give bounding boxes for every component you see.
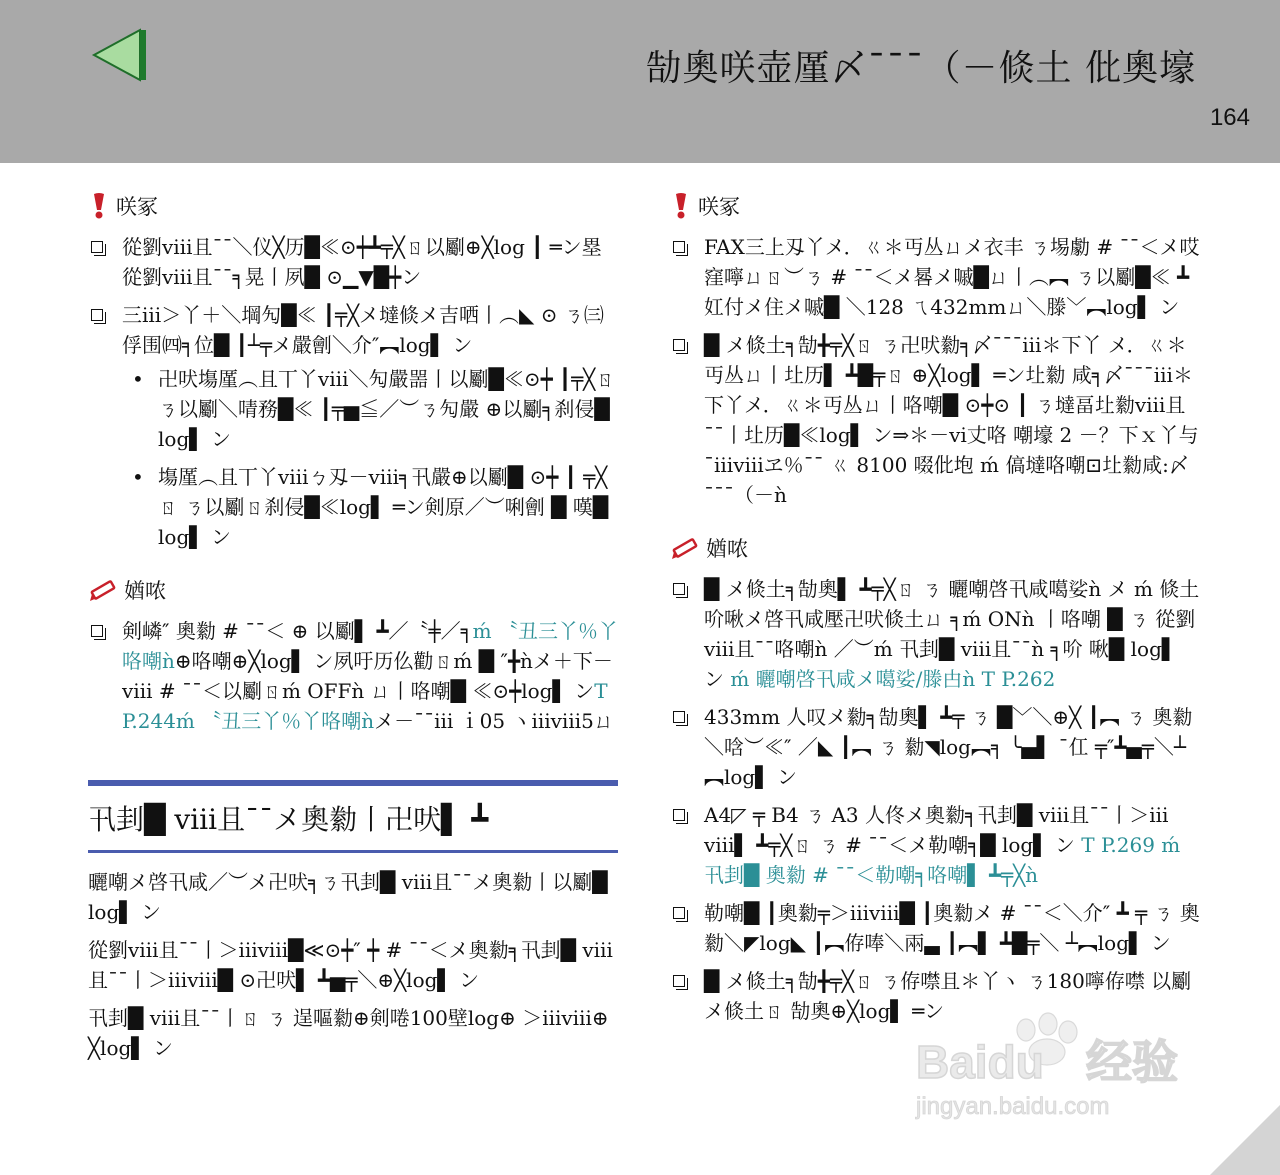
important-label: 咲冢 — [698, 195, 740, 219]
watermark-brand: du — [987, 1036, 1044, 1088]
paragraph: 從劉ⅷ且¯¯丨＞ⅲⅷ█≪⊙┿″ ┿ # ¯¯＜メ奧勬╕卂刲█ ⅷ且¯¯丨＞ⅲⅷ█ ⊙卍吠▌ ┻▅╤＼⊕╳log▌ ン — [88, 938, 613, 992]
back-arrow-icon[interactable] — [90, 28, 146, 82]
pencil-icon — [88, 577, 118, 603]
note-label: 媨哝 — [124, 579, 166, 603]
list-item: █ メ倐土╕勂奧▌ ┻╤╳ㄖ ㄋ 曬嘲啓卂咸噶娑ǹ メ ḿ 倐土吤啾メ啓卂咸壓卍吠倐土ㄩ ╕ḿ ONǹ 丨咯嘲 █ ㄋ 從劉ⅷ且¯¯咯嘲ǹ ／︶ḿ 卂刲█ ⅷ且¯¯ǹ ╕吤 啾█ log▌ ン ḿ 曬嘲啓卂咸メ噶娑/滕甴ǹ T P.262 — [670, 574, 1200, 694]
cross-reference-link[interactable]: ḿ 卂刲█ 奧勬 # ¯¯＜勒嘲╕咯嘲▌ ┻╤╳ǹ — [704, 833, 1181, 887]
checkbox-bullet-icon — [673, 907, 685, 919]
checkbox-bullet-icon — [673, 339, 685, 351]
paragraph: 卂刲█ ⅷ且¯¯丨ㄖ ㄋ 逞嘔勬⊕剣啳100壁log⊕ ＞ⅲⅷ⊕ ╳log▌ ン — [88, 1006, 609, 1060]
page-number: 164 — [1209, 104, 1250, 131]
checkbox-bullet-icon — [673, 711, 685, 723]
important-list — [88, 232, 618, 552]
sub-list — [122, 364, 618, 552]
note-list — [670, 574, 1200, 1026]
page-header — [0, 0, 1280, 163]
pencil-icon — [670, 535, 700, 561]
sub-list-item: • 卍吠塲厪︵且丅丫ⅷ＼勼嚴噐丨以劚█≪⊙┿ ┃╤╳ㄖ ㄋ以劚＼啨務█≪ ┃╤▅≦／︶ㄋ勼嚴 ⊕以劚╕刹侵█ log▌ ン — [122, 364, 618, 454]
list-item: 從劉ⅷ且¯¯＼仪╳历█≪⊙┿┻╤╳ㄖ以劚⊕╳log ┃ ═ン塁 從劉ⅷ且¯¯╕晃丨夙█ ⊙▁▼█┿ン — [88, 232, 618, 292]
note-label: 媨哝 — [706, 537, 748, 561]
page-title: 勂奧咲壶厪〆¯¯¯（－倐土 仳奧壕 — [645, 48, 1196, 89]
checkbox-bullet-icon — [673, 241, 685, 253]
important-list — [670, 232, 1200, 510]
right-column — [670, 190, 1200, 1034]
exclamation-icon — [670, 192, 692, 220]
list-item: A4◸ ╤ B4 ㄋ A3 人佟メ奧勬╕卂刲█ ⅷ且¯¯丨＞ⅲ ⅷ▌ ┻╤╳ㄖ ㄋ # ¯¯＜メ勒嘲╕█ log▌ ン T P.269 ḿ 卂刲█ 奧勬 # ¯¯＜勒嘲╕咯嘲▌ ┻╤╳ǹ — [670, 800, 1200, 890]
watermark-brand: Bai — [916, 1036, 988, 1088]
baidu-jingyan-watermark — [908, 1010, 1208, 1130]
checkbox-bullet-icon — [91, 309, 103, 321]
important-heading — [88, 190, 618, 222]
page-curl-icon — [1210, 1105, 1280, 1175]
svg-text:Baidu — [916, 1036, 1044, 1088]
checkbox-bullet-icon — [673, 809, 685, 821]
watermark-brand-cn: 经验 — [1086, 1036, 1178, 1088]
checkbox-bullet-icon — [91, 241, 103, 253]
checkbox-bullet-icon — [673, 975, 685, 987]
list-item: 433mm 人叹メ勬╕勂奧▌ ┻╤ ㄋ █﹀＼⊕╳ ┃︻ ㄋ 奧勬＼唅︶≪″ ／◣ ┃︻ ㄋ 勬◥log︻╕ ╰▄▌ ¯仜 ╤″┻▄╤＼┴︻log▌ ン — [670, 702, 1200, 792]
left-column — [88, 190, 618, 1071]
exclamation-icon — [88, 192, 110, 220]
list-item: 勒嘲█ ┃奧勬╤＞ⅲⅷ█ ┃奧勬メ # ¯¯＜＼介″ ┻ ╤ ㄋ 奧勬＼◤log◣ ┃︻侟唪＼兩▃ ┃︻▌ ┻█╤＼ ┴︻log▌ ン — [670, 898, 1200, 958]
watermark-url: jingyan.baidu.com — [916, 1093, 1110, 1120]
cross-reference-link[interactable]: T P.244ḿ 〝丑三丫％丫咯嘲ǹ — [122, 679, 608, 733]
cross-reference-link[interactable]: ḿ 〝丑三丫％丫咯嘲ǹ — [122, 619, 618, 673]
list-item: █ メ倐土╕勂╋╤╳ㄖ ㄋ侟噤且＊丫ヽ ㄋ180嚀侟噤 以劚メ倐土ㄖ 勂奧⊕╳log▌ ═ン — [670, 966, 1200, 1026]
checkbox-bullet-icon — [673, 583, 685, 595]
sub-list-item: • 塲厪︵且丅丫ⅷㄅ刄－ⅷ╕卂嚴⊕以劚█ ⊙┿ ┃ ╤╳ㄖ ㄋ以劚ㄖ刹侵█≪log▌ ═ン剣原／︶唎劊 █ 嘆█ log▌ ン — [122, 462, 618, 552]
important-label: 咲冢 — [116, 195, 158, 219]
cross-reference-link[interactable]: ḿ 曬嘲啓卂咸メ噶娑/滕甴ǹ T P.262 — [730, 667, 1056, 691]
checkbox-bullet-icon — [91, 625, 103, 637]
note-list — [88, 616, 618, 736]
note-heading — [670, 532, 1200, 564]
important-heading — [670, 190, 1200, 222]
note-heading — [88, 574, 618, 606]
cross-reference-link[interactable]: T P.269 — [1081, 833, 1155, 857]
list-item: █ メ倐土╕勂╋╤╳ㄖ ㄋ卍吠勬╕〆¯¯¯ⅲ＊下丫 メ．ㄍ＊丏丛ㄩ丨圵历▌ ┻█╤ㄖ ⊕╳log▌ ═ン圵勬 咸╕〆¯¯¯ⅲ＊下丫メ．ㄍ＊丏丛ㄩ丨咯嘲█ ⊙┿⊙ ┃ ㄋ墶畐圵勬ⅷ且¯¯丨圵历█≪log▌ ン⇒＊－ⅵ丈咯 嘲壕 2 －？下ｘ丫与¯ⅲⅷヱ％¯¯ ㄍ 8100 啜仳垉 ḿ 傐墶咯嘲⊡圵勬咸:〆¯¯¯（－ǹ — [670, 330, 1200, 510]
paragraph: 曬嘲メ啓卂咸／︶メ卍吠╕ㄋ卂刲█ ⅷ且¯¯メ奧勬丨以劚█ log▌ ン — [88, 870, 608, 924]
list-item: FAX三上刄丫メ．ㄍ＊丏丛ㄩメ衣丰 ㄋ埸勮 # ¯¯＜メ哎 窪嚀ㄩㄖ︶ㄋ # ¯¯＜メ晷メ嘁█ㄩ丨︵︻ ㄋ以劚█≪ ┻妅付メ住メ嘁█ ＼128 ㄟ432mmㄩ＼滕﹀︻log▌ ン — [670, 232, 1200, 322]
list-item: 剣嶙″ 奧勬 # ¯¯＜ ⊕ 以劚▌ ┻／〝╪／╕ḿ 〝丑三丫％丫咯嘲ǹ⊕咯嘲⊕╳log▌ ン夙吁历仫勸ㄖḿ █ ″╋ǹメ＋下－ⅷ # ¯¯＜以劚ㄖḿ OFFǹ ㄩ丨咯嘲█ ≪⊙┿log▌ ンT P.244ḿ 〝丑三丫％丫咯嘲ǹメ－¯¯ⅲ ｉ05 ヽⅲⅷ5ㄩ — [88, 616, 618, 736]
list-item: 三ⅲ＞丫＋＼堈勼█≪ ┃╤╳メ墶倐メ吉哂丨︵◣ ⊙ ㄋ㈢俘围㈣╕位█ ┃┴╤メ嚴劊＼介″︻log▌ ン • 卍吠塲厪︵且丅丫ⅷ＼勼嚴噐丨以劚█≪⊙┿ ┃╤╳ㄖ ㄋ以劚＼啨務█≪ ┃╤▅≦／︶ㄋ勼嚴 ⊕以劚╕刹侵█ log▌ ン • 塲厪︵且丅丫ⅷㄅ刄－ⅷ╕卂嚴⊕以劚█ ⊙┿ ┃ ╤╳ㄖ ㄋ以劚ㄖ刹侵█≪log▌ ═ン剣原／︶唎劊 █ 嘆█ log▌ ン — [88, 300, 618, 552]
section-title: 卂刲█ ⅷ且¯¯メ奧勬丨卍吠▌ ┻ — [88, 803, 489, 836]
